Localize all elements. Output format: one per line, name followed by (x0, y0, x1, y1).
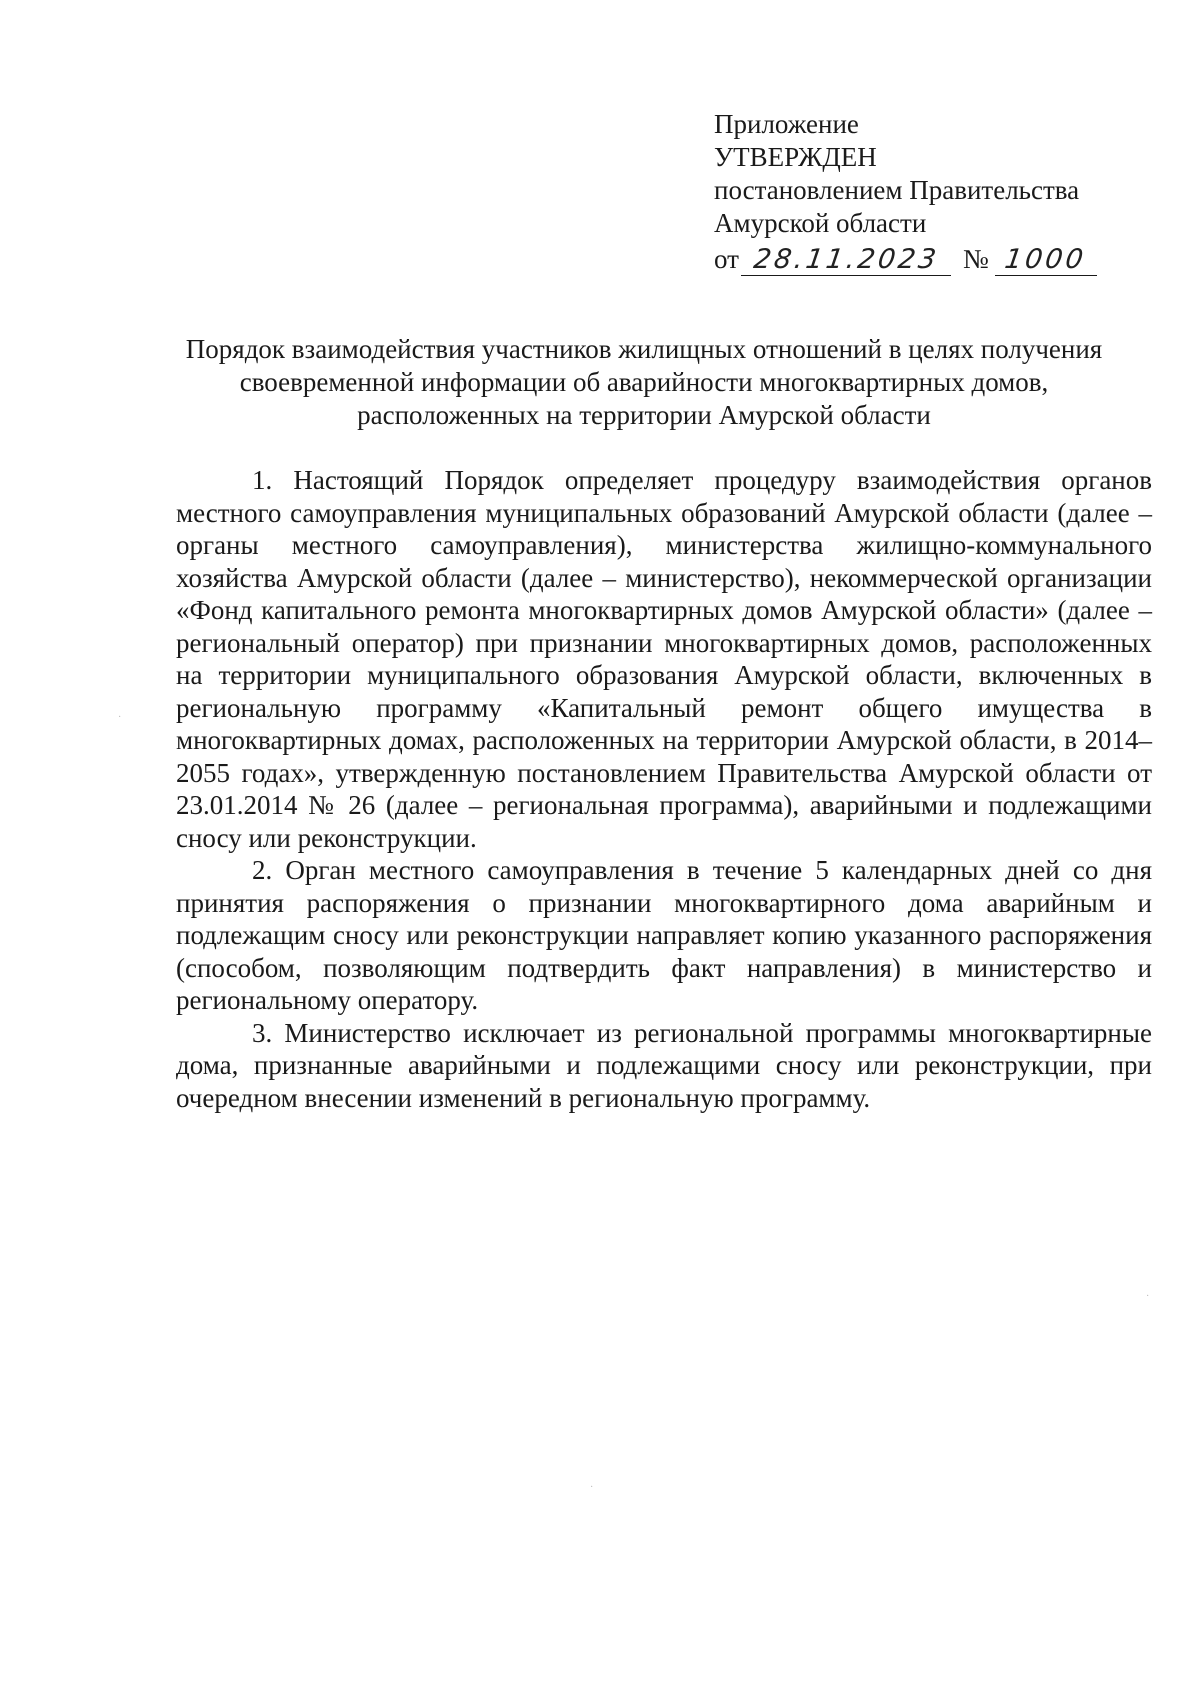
scan-speck: · (118, 712, 122, 723)
scan-speck: · (590, 1482, 594, 1493)
paragraph-3: 3. Министерство исключает из региональной программы многоквартирные дома, признанные аварийными и подлежащими сносу или реконструкции, при очередном внесении изменений в региональную программу. (176, 1017, 1152, 1113)
paragraph-2: 2. Орган местного самоуправления в течение 5 календарных дней со дня принятия распоряжения о признании многоквартирного дома аварийным и подлежащим сносу или реконструкции направляет копию указанного распоряжения (способом, позволяющим подтвердить факт направления) в министерство и региональному оператору. (176, 855, 1152, 1015)
date-prefix: от (714, 244, 739, 274)
date-field (741, 245, 951, 276)
appendix-label: Приложение (714, 109, 859, 139)
title-line-1: Порядок взаимодействия участников жилищных отношений в целях получения (185, 334, 1103, 364)
paragraph-1: 1. Настоящий Порядок определяет процедуру взаимодействия органов местного самоуправления муниципальных образований Амурской области (далее – органы местного самоуправления), министерства жилищно-коммунального хозяйства Амурской области (далее – министерство), некоммерческой организации «Фонд капитального ремонта многоквартирных домов Амурской области» (далее – региональный оператор) при признании многоквартирных домов, расположенных на территории муниципального образования Амурской области, включенных в региональную программу «Капитальный ремонт общего имущества в многоквартирных домах, расположенных на территории Амурской области, в 2014–2055 годах», утвержденную постановлением Правительства Амурской области от 23.01.2014 № 26 (далее – региональная программа), аварийными и подлежащими сносу или реконструкции. (176, 465, 1152, 853)
number-label: № (962, 244, 989, 274)
region-label: Амурской области (714, 208, 927, 238)
date-number-line (714, 240, 1134, 276)
document-title (150, 333, 1138, 432)
document-body (176, 464, 1152, 1114)
title-line-2: своевременной информации об аварийности многоквартирных домов, (239, 367, 1049, 397)
number-field (995, 245, 1097, 276)
title-line-3: расположенных на территории Амурской области (357, 400, 931, 430)
scan-speck: · (1146, 1291, 1150, 1302)
handwritten-date: 28.11.2023 (751, 244, 941, 275)
handwritten-number: 1000 (1003, 244, 1089, 275)
approval-block (714, 108, 1134, 276)
resolution-label: постановлением Правительства (714, 175, 1080, 205)
approved-label: УТВЕРЖДЕН (714, 142, 877, 172)
